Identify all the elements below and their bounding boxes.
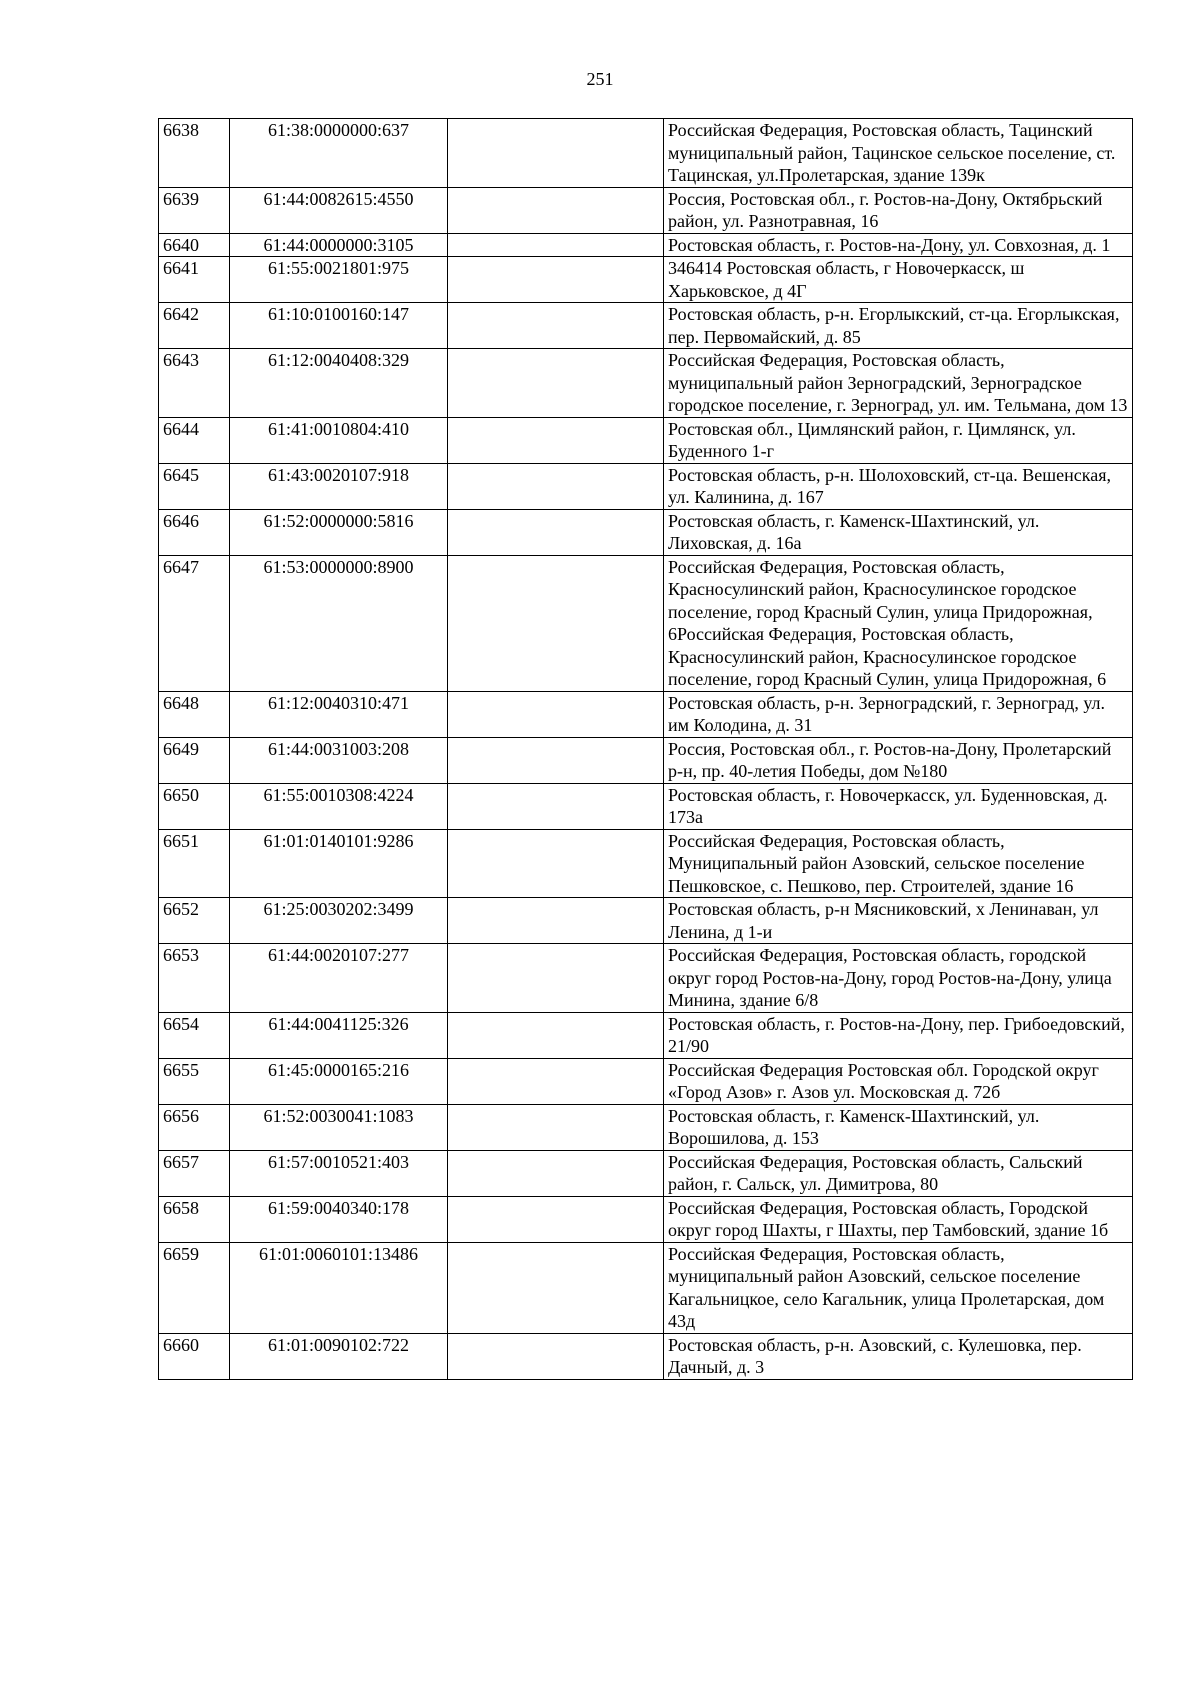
empty-cell [448, 898, 664, 944]
address: Ростовская область, р-н. Азовский, с. Кулешовка, пер. Дачный, д. 3 [664, 1333, 1133, 1379]
table-row [159, 1242, 1133, 1333]
cadastral-number: 61:55:0021801:975 [230, 257, 448, 303]
row-number: 6657 [159, 1150, 230, 1196]
row-number: 6654 [159, 1012, 230, 1058]
row-number: 6644 [159, 417, 230, 463]
row-number: 6656 [159, 1104, 230, 1150]
table-row [159, 187, 1133, 233]
table-row [159, 509, 1133, 555]
cadastral-number: 61:59:0040340:178 [230, 1196, 448, 1242]
cadastral-number: 61:01:0060101:13486 [230, 1242, 448, 1333]
cadastral-number: 61:25:0030202:3499 [230, 898, 448, 944]
registry-table-body [159, 119, 1133, 1380]
empty-cell [448, 1012, 664, 1058]
empty-cell [448, 1104, 664, 1150]
empty-cell [448, 1196, 664, 1242]
cadastral-number: 61:10:0100160:147 [230, 303, 448, 349]
cadastral-number: 61:01:0140101:9286 [230, 829, 448, 898]
address: Российская Федерация Ростовская обл. Городской округ «Город Азов» г. Азов ул. Московская д. 72б [664, 1058, 1133, 1104]
address: Российская Федерация, Ростовская область, Городской округ город Шахты, г Шахты, пер Тамбовский, здание 1б [664, 1196, 1133, 1242]
table-row [159, 119, 1133, 188]
empty-cell [448, 829, 664, 898]
table-row [159, 783, 1133, 829]
empty-cell [448, 944, 664, 1013]
empty-cell [448, 691, 664, 737]
table-row [159, 463, 1133, 509]
row-number: 6658 [159, 1196, 230, 1242]
cadastral-number: 61:43:0020107:918 [230, 463, 448, 509]
row-number: 6646 [159, 509, 230, 555]
empty-cell [448, 737, 664, 783]
table-row [159, 829, 1133, 898]
row-number: 6645 [159, 463, 230, 509]
table-row [159, 1333, 1133, 1379]
table-row [159, 944, 1133, 1013]
empty-cell [448, 509, 664, 555]
cadastral-number: 61:44:0041125:326 [230, 1012, 448, 1058]
cadastral-number: 61:44:0000000:3105 [230, 233, 448, 257]
cadastral-number: 61:52:0000000:5816 [230, 509, 448, 555]
address: Ростовская область, г. Ростов-на-Дону, ул. Совхозная, д. 1 [664, 233, 1133, 257]
row-number: 6643 [159, 349, 230, 418]
empty-cell [448, 417, 664, 463]
cadastral-number: 61:45:0000165:216 [230, 1058, 448, 1104]
cadastral-number: 61:41:0010804:410 [230, 417, 448, 463]
empty-cell [448, 1242, 664, 1333]
row-number: 6653 [159, 944, 230, 1013]
table-row [159, 417, 1133, 463]
empty-cell [448, 783, 664, 829]
table-row [159, 737, 1133, 783]
cadastral-number: 61:44:0031003:208 [230, 737, 448, 783]
empty-cell [448, 233, 664, 257]
row-number: 6650 [159, 783, 230, 829]
row-number: 6642 [159, 303, 230, 349]
empty-cell [448, 119, 664, 188]
table-row [159, 1058, 1133, 1104]
row-number: 6647 [159, 555, 230, 691]
row-number: 6652 [159, 898, 230, 944]
empty-cell [448, 1333, 664, 1379]
address: Ростовская область, г. Ростов-на-Дону, пер. Грибоедовский, 21/90 [664, 1012, 1133, 1058]
address: Ростовская область, г. Новочеркасск, ул. Буденновская, д. 173а [664, 783, 1133, 829]
table-row [159, 349, 1133, 418]
address: 346414 Ростовская область, г Новочеркасск, ш Харьковское, д 4Г [664, 257, 1133, 303]
empty-cell [448, 1058, 664, 1104]
cadastral-number: 61:44:0020107:277 [230, 944, 448, 1013]
address: Российская Федерация, Ростовская область, Муниципальный район Азовский, сельское поселение Пешковское, с. Пешково, пер. Строителей, здание 16 [664, 829, 1133, 898]
empty-cell [448, 187, 664, 233]
table-row [159, 1104, 1133, 1150]
address: Ростовская область, р-н. Шолоховский, ст-ца. Вешенская, ул. Калинина, д. 167 [664, 463, 1133, 509]
address: Ростовская область, р-н Мясниковский, х Ленинаван, ул Ленина, д 1-и [664, 898, 1133, 944]
address: Ростовская область, р-н. Зерноградский, г. Зерноград, ул. им Колодина, д. 31 [664, 691, 1133, 737]
address: Ростовская обл., Цимлянский район, г. Цимлянск, ул. Буденного 1-г [664, 417, 1133, 463]
empty-cell [448, 1150, 664, 1196]
address: Россия, Ростовская обл., г. Ростов-на-Дону, Октябрьский район, ул. Разнотравная, 16 [664, 187, 1133, 233]
address: Российская Федерация, Ростовская область, городской округ город Ростов-на-Дону, город Ростов-на-Дону, улица Минина, здание 6/8 [664, 944, 1133, 1013]
address: Россия, Ростовская обл., г. Ростов-на-Дону, Пролетарский р-н, пр. 40-летия Победы, дом №180 [664, 737, 1133, 783]
empty-cell [448, 349, 664, 418]
table-row [159, 303, 1133, 349]
page-number: 251 [586, 69, 614, 89]
row-number: 6655 [159, 1058, 230, 1104]
address: Российская Федерация, Ростовская область, Тацинский муниципальный район, Тацинское сельское поселение, ст. Тацинская, ул.Пролетарская, здание 139к [664, 119, 1133, 188]
row-number: 6648 [159, 691, 230, 737]
cadastral-number: 61:38:0000000:637 [230, 119, 448, 188]
cadastral-number: 61:12:0040310:471 [230, 691, 448, 737]
table-row [159, 1196, 1133, 1242]
row-number: 6638 [159, 119, 230, 188]
address: Ростовская область, г. Каменск-Шахтинский, ул. Ворошилова, д. 153 [664, 1104, 1133, 1150]
address: Ростовская область, г. Каменск-Шахтинский, ул. Лиховская, д. 16а [664, 509, 1133, 555]
address: Российская Федерация, Ростовская область, Сальский район, г. Сальск, ул. Димитрова, 80 [664, 1150, 1133, 1196]
empty-cell [448, 463, 664, 509]
row-number: 6660 [159, 1333, 230, 1379]
table-row [159, 555, 1133, 691]
registry-table [158, 118, 1133, 1380]
cadastral-number: 61:44:0082615:4550 [230, 187, 448, 233]
table-row [159, 1012, 1133, 1058]
cadastral-number: 61:57:0010521:403 [230, 1150, 448, 1196]
cadastral-number: 61:55:0010308:4224 [230, 783, 448, 829]
row-number: 6659 [159, 1242, 230, 1333]
table-row [159, 691, 1133, 737]
address: Российская Федерация, Ростовская область, Красносулинский район, Красносулинское городское поселение, город Красный Сулин, улица Придорожная, 6Российская Федерация, Ростовская область, Красносулинский район, Красносулинское городское поселение, город Красный Сулин, улица Придорожная, 6 [664, 555, 1133, 691]
address: Ростовская область, р-н. Егорлыкский, ст-ца. Егорлыкская, пер. Первомайский, д. 85 [664, 303, 1133, 349]
row-number: 6640 [159, 233, 230, 257]
address: Российская Федерация, Ростовская область, муниципальный район Азовский, сельское поселение Кагальницкое, село Кагальник, улица Пролетарская, дом 43д [664, 1242, 1133, 1333]
cadastral-number: 61:01:0090102:722 [230, 1333, 448, 1379]
cadastral-number: 61:12:0040408:329 [230, 349, 448, 418]
cadastral-number: 61:52:0030041:1083 [230, 1104, 448, 1150]
row-number: 6649 [159, 737, 230, 783]
table-row [159, 898, 1133, 944]
empty-cell [448, 257, 664, 303]
address: Российская Федерация, Ростовская область, муниципальный район Зерноградский, Зерноградское городское поселение, г. Зерноград, ул. им. Тельмана, дом 13 [664, 349, 1133, 418]
table-row [159, 1150, 1133, 1196]
empty-cell [448, 303, 664, 349]
cadastral-number: 61:53:0000000:8900 [230, 555, 448, 691]
row-number: 6639 [159, 187, 230, 233]
empty-cell [448, 555, 664, 691]
table-row [159, 257, 1133, 303]
row-number: 6641 [159, 257, 230, 303]
row-number: 6651 [159, 829, 230, 898]
table-row [159, 233, 1133, 257]
